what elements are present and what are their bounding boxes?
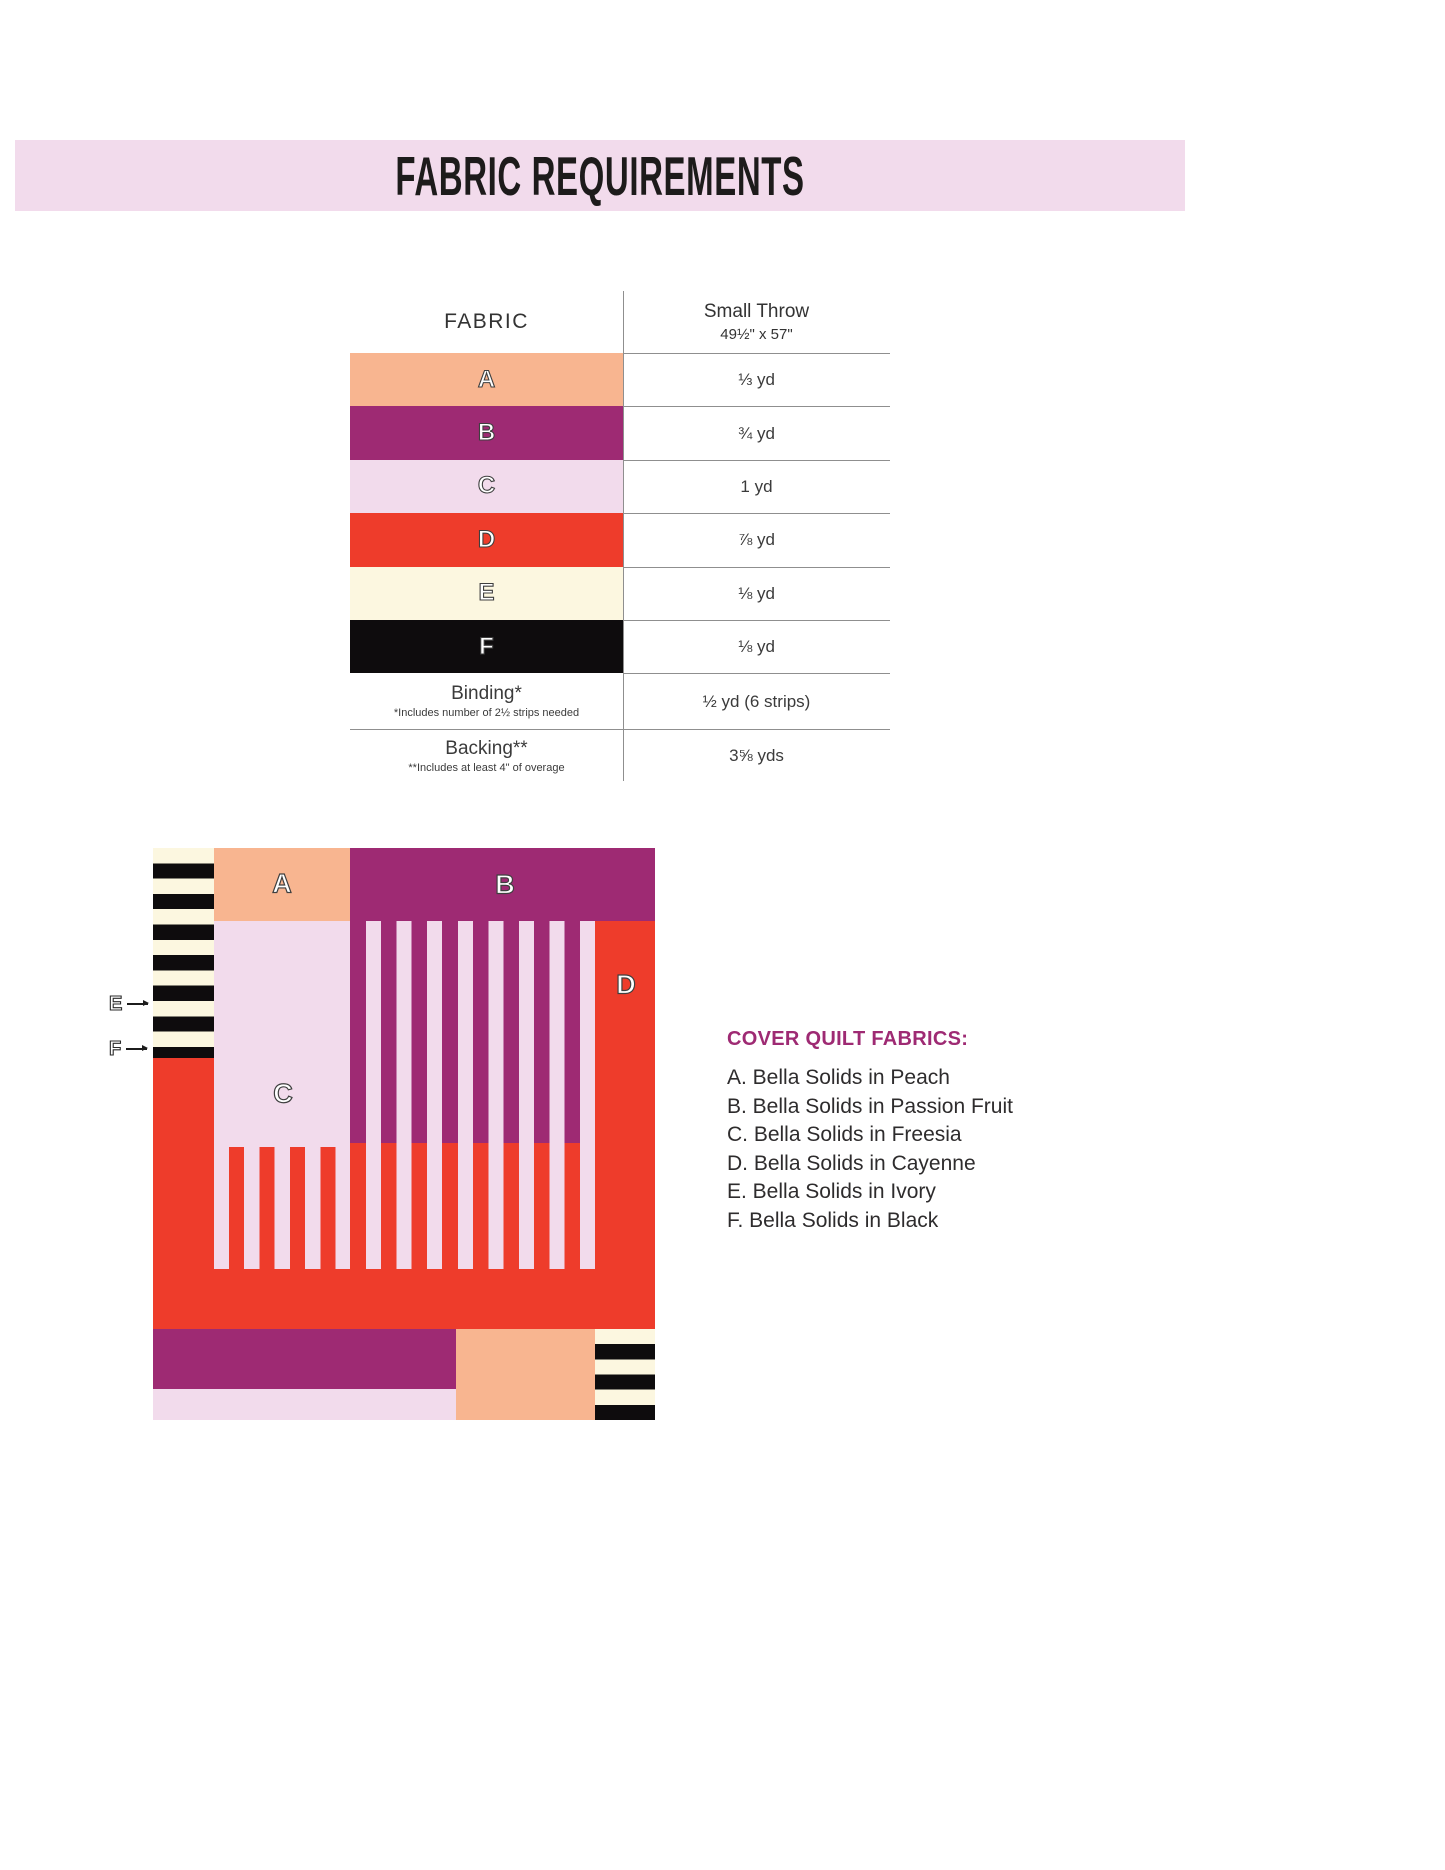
quilt-label-c: C (273, 1078, 293, 1109)
fabric-yardage: 1 yd (623, 460, 890, 513)
callout-e-label: E (109, 993, 123, 1015)
arrow-right-icon (126, 1048, 147, 1050)
fabric-letter: D (477, 525, 496, 553)
legend-item: D. Bella Solids in Cayenne (727, 1151, 976, 1175)
fabric-row (350, 567, 890, 620)
fabric-row (350, 460, 890, 513)
fabric-column-header-cell (350, 291, 623, 353)
fabric-requirements-table (350, 291, 890, 781)
page-title: FABRIC REQUIREMENTS (395, 144, 805, 207)
size-column-header-line1: Small Throw (703, 301, 810, 322)
fabric-row (350, 406, 890, 459)
binding-row (350, 673, 890, 729)
fabric-swatch (350, 406, 623, 459)
legend-item: F. Bella Solids in Black (727, 1208, 939, 1232)
quilt-pink-vertical-stripes (366, 921, 595, 1269)
fabric-yardage: ⅛ yd (623, 620, 890, 673)
fabric-swatch (350, 513, 623, 566)
fabric-yardage: ⅓ yd (623, 353, 890, 406)
fabric-swatch (350, 620, 623, 673)
fabric-yardage: ⅛ yd (623, 567, 890, 620)
quilt-bottom-a-block (456, 1329, 595, 1420)
backing-yardage: 3⅝ yds (729, 745, 784, 765)
quilt-ef-stripe-column (153, 848, 214, 1058)
legend-items (727, 1064, 1013, 1236)
backing-note: **Includes at least 4" of overage (408, 761, 565, 774)
fabric-swatch (350, 353, 623, 406)
backing-row (350, 729, 890, 781)
binding-label: Binding* (451, 683, 522, 705)
fabric-letter: C (477, 472, 496, 500)
fabric-swatch (350, 460, 623, 513)
legend-item: A. Bella Solids in Peach (727, 1066, 950, 1089)
binding-note: *Includes number of 2½ strips needed (393, 707, 580, 720)
fabric-row (350, 353, 890, 406)
legend-item: C. Bella Solids in Freesia (727, 1123, 962, 1147)
fabric-row (350, 620, 890, 673)
table-column-divider (623, 291, 624, 781)
arrow-right-icon (127, 1003, 148, 1005)
fabric-letter: A (477, 365, 496, 393)
callout-e (109, 994, 148, 1014)
table-header-row (350, 291, 890, 353)
fabric-row (350, 513, 890, 566)
fabric-yardage: ⅞ yd (623, 513, 890, 566)
fabric-letter: B (477, 419, 496, 447)
quilt-diagram (153, 848, 655, 1420)
quilt-bottom-ef-stripe-block (595, 1329, 655, 1420)
backing-label: Backing** (445, 737, 528, 759)
fabric-swatch (350, 567, 623, 620)
title-band (15, 140, 1185, 211)
quilt-label-a: A (272, 868, 292, 899)
callout-f-label: F (109, 1038, 122, 1060)
fabric-column-header: FABRIC (444, 310, 529, 333)
quilt-bottom-b-band (153, 1329, 456, 1389)
fabric-letter: E (478, 579, 495, 607)
quilt-red-vertical-stripes (229, 1147, 336, 1269)
backing-label-cell (350, 730, 623, 781)
size-column-header-line2: 49½" x 57" (720, 326, 793, 343)
legend-title: COVER QUILT FABRICS: (727, 1028, 969, 1050)
legend-item: E. Bella Solids in Ivory (727, 1180, 936, 1204)
binding-label-cell (350, 673, 623, 729)
quilt-label-d: D (616, 969, 636, 1000)
size-column-header-cell (623, 291, 890, 353)
legend-item: B. Bella Solids in Passion Fruit (727, 1094, 1013, 1118)
quilt-label-b: B (495, 869, 515, 900)
binding-yardage: ½ yd (6 strips) (623, 673, 890, 729)
cover-quilt-fabrics-legend (727, 1028, 1013, 1236)
fabric-rows (350, 353, 890, 673)
fabric-letter: F (479, 632, 494, 660)
quilt-bottom-c-band (153, 1389, 456, 1420)
callout-f (109, 1039, 147, 1059)
fabric-yardage: ¾ yd (623, 406, 890, 459)
